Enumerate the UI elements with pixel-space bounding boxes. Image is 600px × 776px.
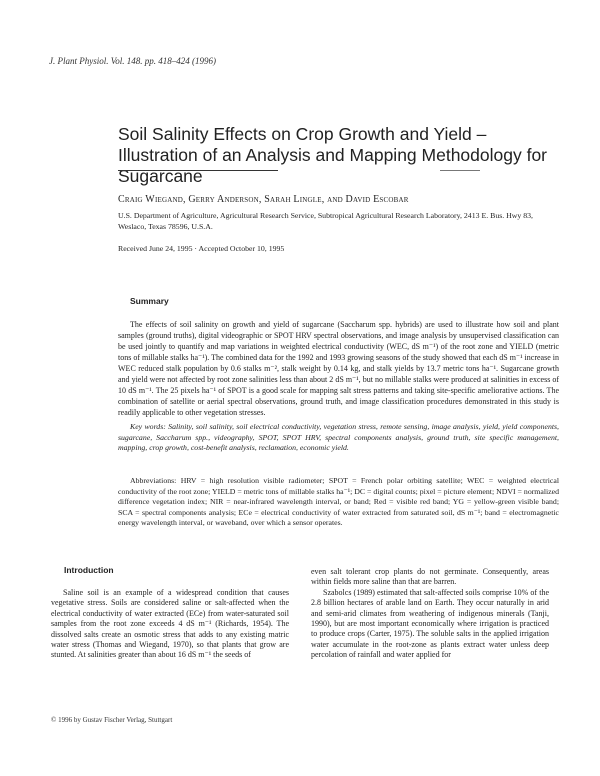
- intro-right-column: [311, 567, 549, 661]
- introduction-heading: Introduction: [64, 565, 114, 575]
- intro-paragraph-1-continued: even salt tolerant crop plants do not germinate. Consequently, areas within fields more saline than that are barren.: [311, 567, 549, 587]
- title-divider: [118, 170, 278, 171]
- copyright-footer: © 1996 by Gustav Fischer Verlag, Stuttgart: [51, 716, 173, 724]
- affiliation: U.S. Department of Agriculture, Agricultural Research Service, Subtropical Agricultural Research Laboratory, 2413 E. Bus. Hwy 83, Weslaco, Texas 78596, U.S.A.: [118, 211, 534, 231]
- keywords-text: Key words: Salinity, soil salinity, soil electrical conductivity, vegetation stress, remote sensing, image analysis, yield, yield components, sugarcane, Saccharum spp., videography, SPOT, SPOT HRV, spectral components analysis, ground truth, site specific management, mapping, crop growth, cost-benefit analysis, reclamation, economic yield.: [118, 422, 559, 452]
- summary-text: The effects of soil salinity on growth and yield of sugarcane (Saccharum spp. hybrids) are used to illustrate how soil and plant samples (ground truths), digital videographic or SPOT HRV spectral observations, and image analysis by unsupervised classification can be used jointly to quantify and map variations in weighted electrical conductivity (WEC, dS m⁻¹) of the root zone and YIELD (metric tons of millable stalks ha⁻¹). The combined data for the 1992 and 1993 growing seasons of the study showed that each dS m⁻¹ increase in WEC reduced stalk population by 0.6 stalks m⁻², stalk weight by 0.14 kg, and stalk yields by 13.7 metric tons ha⁻¹. Sugarcane growth and yield were not affected by root zone salinities less than about 2 dS m⁻¹, but no millable stalks were produced at salinities in excess of 10 dS m⁻¹. The 25 pixels ha⁻¹ of SPOT is a good scale for mapping salt stress patterns and taking site-specific ameliorative actions. The combination of satellite or aerial spectral observations, ground truth, and image classification procedures demonstrated in this study is readily applicable to other vegetation stresses.: [118, 320, 559, 417]
- paper-title: Soil Salinity Effects on Crop Growth and Yield – Illustration of an Analysis and Mapping Methodology for Sugarcane: [118, 124, 548, 186]
- intro-left-column: [51, 588, 289, 661]
- author-list: Craig Wiegand, Gerry Anderson, Sarah Lingle, and David Escobar: [118, 194, 409, 205]
- received-dates: Received June 24, 1995 · Accepted October 10, 1995: [118, 244, 285, 253]
- abbreviations-text: Abbreviations: HRV = high resolution visible radiometer; SPOT = French polar orbiting satellite; WEC = weighted electrical conductivity of the root zone; YIELD = metric tons of millable stalks ha⁻¹; DC = digital counts; pixel = picture element; NDVI = normalized difference vegetation index; NIR = near-infrared wavelength interval, or band; Red = visible red band; YG = yellow-green visible band; SCA = spectral components analysis; ECe = electrical conductivity of water extracted from saturated soil, dS m⁻¹; band = electromagnetic energy wavelength interval, or waveband, over which a sensor operates.: [118, 476, 559, 527]
- intro-paragraph-1: Saline soil is an example of a widespread condition that causes vegetative stress. Soils are considered saline or salt-affected when the electrical conductivity of water extracted (ECe) from water-saturated soil samples from the root zone exceeds 4 dS m⁻¹ (Richards, 1954). The dissolved salts create an osmotic stress that adds to any existing matric water stress (Thomas and Wiegand, 1970), so that plants that grow are stunted. At salinities greater than about 16 dS m⁻¹ the seeds of: [51, 588, 289, 660]
- journal-citation: J. Plant Physiol. Vol. 148. pp. 418–424 (1996): [49, 56, 216, 66]
- title-divider-short: [440, 170, 480, 171]
- intro-paragraph-2: Szabolcs (1989) estimated that salt-affected soils comprise 10% of the 2.8 billion hectares of arable land on Earth. They occur naturally in arid and semi-arid climates from weathering of indigenous minerals (Tanji, 1990), but are most important economically where irrigation is practiced to produce crops (Carter, 1975). The soluble salts in the applied irrigation water accumulate in the root-zone as plants extract water unless deep percolation of rainfall and water applied for: [311, 587, 549, 660]
- summary-heading: Summary: [130, 296, 169, 306]
